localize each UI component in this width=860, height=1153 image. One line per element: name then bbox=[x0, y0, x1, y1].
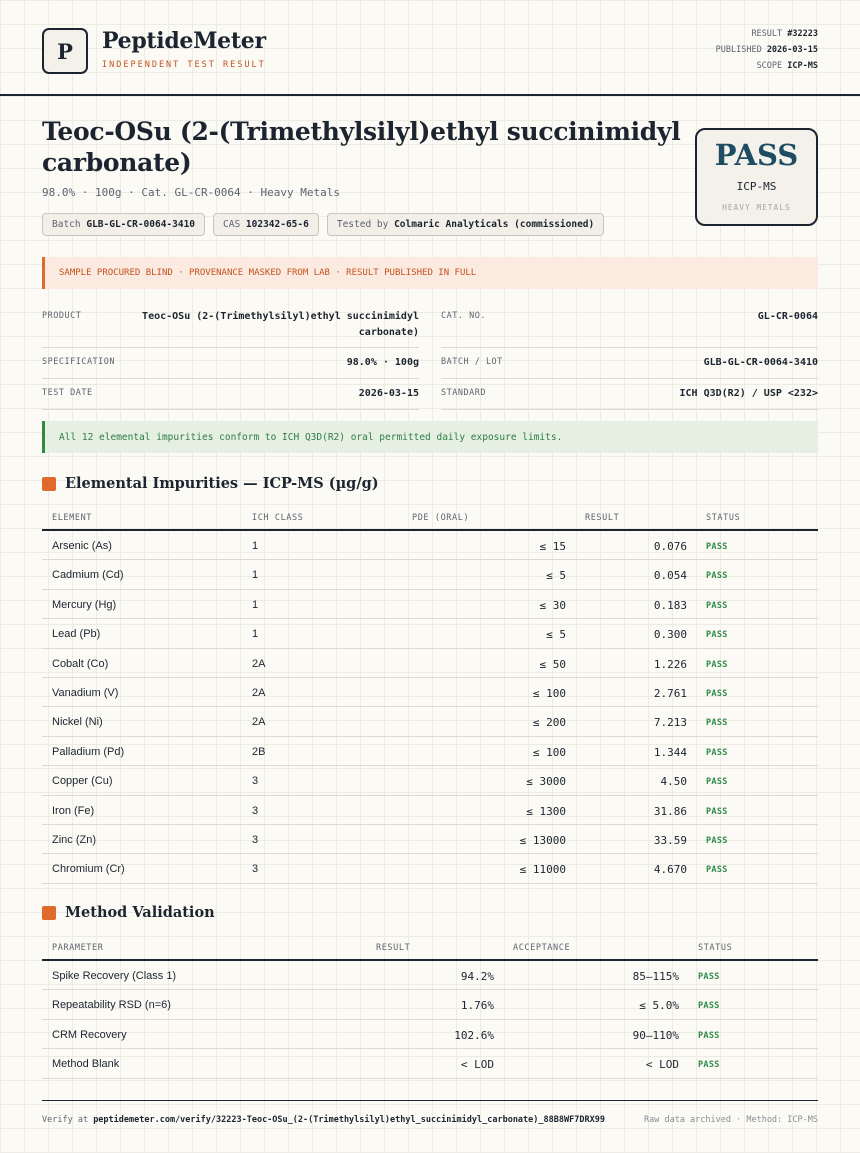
ich-class: 3 bbox=[252, 863, 259, 876]
status-badge: PASS bbox=[698, 972, 720, 982]
element-name: Cobalt (Co) bbox=[52, 657, 109, 670]
table-header bbox=[42, 507, 818, 531]
ich-class: 1 bbox=[252, 569, 259, 582]
pde-limit: ≤ 30 bbox=[539, 598, 566, 612]
status-badge: PASS bbox=[706, 659, 728, 670]
cas-chip: CAS 102342-65-6 bbox=[213, 213, 319, 236]
ich-class: 2B bbox=[252, 745, 266, 758]
date-value: 2026-03-15 bbox=[358, 388, 419, 399]
scope: SCOPE ICP-MS bbox=[756, 61, 818, 71]
brand-subtitle: INDEPENDENT TEST RESULT bbox=[102, 60, 266, 70]
parameter-name: Repeatability RSD (n=6) bbox=[52, 999, 171, 1012]
result-value: 0.300 bbox=[653, 628, 687, 642]
table-row bbox=[42, 825, 818, 854]
element-name: Zinc (Zn) bbox=[52, 833, 96, 846]
element-name: Mercury (Hg) bbox=[52, 598, 117, 611]
table-row bbox=[42, 961, 818, 990]
table-row bbox=[42, 531, 818, 560]
status-badge: PASS bbox=[706, 600, 728, 611]
badge-scope: HEAVY METALS bbox=[722, 203, 791, 212]
batch-label: BATCH / LOT bbox=[441, 357, 503, 367]
col-status: STATUS bbox=[698, 943, 733, 953]
status-badge: PASS bbox=[706, 835, 728, 846]
result-value: 102.6% bbox=[454, 1028, 494, 1042]
divider bbox=[42, 378, 419, 379]
divider bbox=[42, 409, 419, 410]
batch-chip: Batch GLB-GL-CR-0064-3410 bbox=[42, 213, 205, 236]
pde-limit: ≤ 5 bbox=[546, 569, 566, 583]
element-name: Copper (Cu) bbox=[52, 775, 113, 788]
validation-heading bbox=[42, 904, 215, 921]
status-badge: PASS bbox=[706, 542, 728, 552]
element-name: Palladium (Pd) bbox=[52, 745, 125, 758]
acceptance-value: 85–115% bbox=[632, 970, 679, 983]
table-row bbox=[42, 737, 818, 766]
verify-link[interactable]: peptidemeter.com/verify/32223-Teoc-OSu_(2-(Trimethylsilyl)ethyl_succinimidyl_carbonate)_88B8WF7DRX99 bbox=[93, 1115, 605, 1125]
status-badge: PASS bbox=[706, 688, 728, 699]
element-name: Nickel (Ni) bbox=[52, 716, 103, 729]
pde-limit: ≤ 15 bbox=[539, 540, 566, 553]
cat-label: CAT. NO. bbox=[441, 311, 486, 321]
result-value: 4.670 bbox=[653, 863, 687, 877]
table-row bbox=[42, 619, 818, 648]
parameter-name: CRM Recovery bbox=[52, 1028, 127, 1041]
table-row bbox=[42, 560, 818, 589]
product-subline: 98.0% · 100g · Cat. GL-CR-0064 · Heavy Metals bbox=[42, 186, 341, 199]
spec-value: 98.0% · 100g bbox=[346, 357, 419, 368]
col-pde: PDE (ORAL) bbox=[412, 513, 470, 523]
acceptance-value: < LOD bbox=[645, 1058, 679, 1072]
cat-value: GL-CR-0064 bbox=[757, 311, 818, 322]
status-badge: PASS bbox=[706, 630, 728, 641]
impurities-title: Elemental Impurities — ICP-MS (µg/g) bbox=[65, 475, 379, 492]
divider bbox=[441, 409, 818, 410]
result-value: 7.213 bbox=[653, 716, 687, 730]
table-row bbox=[42, 766, 818, 795]
status-badge: PASS bbox=[698, 1030, 720, 1041]
impurities-table bbox=[42, 507, 818, 884]
status-badge: PASS bbox=[706, 571, 728, 582]
status-badge: PASS bbox=[706, 806, 728, 817]
table-row bbox=[42, 990, 818, 1019]
ich-class: 3 bbox=[252, 775, 259, 788]
divider bbox=[441, 347, 818, 348]
result-value: 0.076 bbox=[653, 540, 687, 553]
section-marker-icon bbox=[42, 477, 56, 491]
ich-class: 1 bbox=[252, 628, 259, 641]
product-chips bbox=[42, 213, 604, 236]
pde-limit: ≤ 100 bbox=[532, 686, 566, 700]
table-row bbox=[42, 590, 818, 619]
element-name: Chromium (Cr) bbox=[52, 863, 125, 876]
status-badge: PASS bbox=[706, 747, 728, 758]
pde-limit: ≤ 1300 bbox=[526, 804, 566, 818]
result-value: 0.054 bbox=[653, 569, 687, 583]
standard-label: STANDARD bbox=[441, 388, 486, 398]
impurities-body bbox=[42, 531, 818, 884]
footer-divider bbox=[42, 1100, 818, 1101]
product-value: Teoc-OSu (2-(Trimethylsilyl)ethyl succinimidyl carbonate) bbox=[142, 311, 419, 338]
table-header bbox=[42, 937, 818, 961]
table-row bbox=[42, 707, 818, 736]
table-row bbox=[42, 854, 818, 883]
parameter-name: Spike Recovery (Class 1) bbox=[52, 970, 177, 982]
col-status: STATUS bbox=[706, 513, 741, 523]
table-row bbox=[42, 649, 818, 678]
divider bbox=[42, 347, 419, 348]
table-row bbox=[42, 1020, 818, 1049]
result-value: 31.86 bbox=[653, 804, 687, 818]
validation-table bbox=[42, 937, 818, 1079]
pde-limit: ≤ 100 bbox=[532, 745, 566, 759]
section-marker-icon bbox=[42, 906, 56, 920]
status-badge: PASS bbox=[698, 1001, 720, 1012]
table-row bbox=[42, 1049, 818, 1078]
ich-class: 3 bbox=[252, 804, 259, 817]
brand-name: PeptideMeter bbox=[102, 28, 266, 54]
tested-by-chip: Tested by Colmaric Analyticals (commissioned) bbox=[327, 213, 604, 236]
validation-body bbox=[42, 961, 818, 1079]
ich-class: 3 bbox=[252, 833, 259, 846]
ich-class: 2A bbox=[252, 686, 266, 699]
divider bbox=[441, 378, 818, 379]
ich-class: 1 bbox=[252, 540, 259, 552]
brand-logo: P bbox=[42, 28, 88, 74]
col-parameter: PARAMETER bbox=[52, 943, 104, 953]
validation-title: Method Validation bbox=[65, 904, 215, 921]
pde-limit: ≤ 5 bbox=[546, 628, 566, 642]
verdict: PASS bbox=[714, 138, 799, 172]
element-name: Iron (Fe) bbox=[52, 804, 95, 817]
result-value: 1.226 bbox=[653, 657, 687, 671]
col-result: RESULT bbox=[585, 513, 620, 523]
element-name: Lead (Pb) bbox=[52, 628, 101, 641]
verify-line: Verify at peptidemeter.com/verify/32223-Teoc-OSu_(2-(Trimethylsilyl)ethyl_succinimidyl_carbonate)_88B8WF7DRX99 bbox=[42, 1115, 605, 1125]
col-class: ICH CLASS bbox=[252, 513, 304, 523]
table-row bbox=[42, 796, 818, 825]
col-acceptance: ACCEPTANCE bbox=[513, 943, 571, 953]
element-name: Cadmium (Cd) bbox=[52, 569, 124, 582]
result-value: 1.76% bbox=[460, 999, 494, 1013]
result-value: 4.50 bbox=[660, 775, 687, 789]
product-label: PRODUCT bbox=[42, 311, 82, 321]
report-header bbox=[0, 0, 860, 96]
acceptance-value: 90–110% bbox=[632, 1028, 679, 1042]
pass-badge bbox=[695, 128, 818, 226]
table-row bbox=[42, 678, 818, 707]
status-badge: PASS bbox=[706, 865, 728, 876]
conformance-note: All 12 elemental impurities conform to ICH Q3D(R2) oral permitted daily exposure limits. bbox=[42, 421, 818, 453]
date-label: TEST DATE bbox=[42, 388, 93, 398]
badge-method: ICP-MS bbox=[736, 180, 777, 193]
pde-limit: ≤ 3000 bbox=[526, 775, 566, 789]
procurement-banner: SAMPLE PROCURED BLIND · PROVENANCE MASKED FROM LAB · RESULT PUBLISHED IN FULL bbox=[42, 257, 818, 289]
ich-class: 1 bbox=[252, 598, 259, 611]
col-element: ELEMENT bbox=[52, 513, 93, 523]
ich-class: 2A bbox=[252, 716, 266, 729]
result-id: RESULT #32223 bbox=[751, 29, 818, 39]
acceptance-value: ≤ 5.0% bbox=[639, 999, 679, 1013]
impurities-heading bbox=[42, 475, 379, 492]
standard-value: ICH Q3D(R2) / USP <232> bbox=[679, 388, 818, 399]
col-result: RESULT bbox=[376, 943, 411, 953]
ich-class: 2A bbox=[252, 657, 266, 670]
pde-limit: ≤ 13000 bbox=[519, 833, 566, 847]
product-title: Teoc-OSu (2-(Trimethylsilyl)ethyl succinimidyl carbonate) bbox=[42, 117, 681, 177]
element-name: Vanadium (V) bbox=[52, 686, 119, 699]
pde-limit: ≤ 50 bbox=[539, 657, 566, 671]
result-value: 33.59 bbox=[653, 833, 687, 847]
result-value: < LOD bbox=[460, 1058, 494, 1072]
footer-note: Raw data archived · Method: ICP-MS bbox=[644, 1115, 818, 1125]
spec-label: SPECIFICATION bbox=[42, 357, 116, 367]
result-value: 94.2% bbox=[460, 970, 494, 983]
pde-limit: ≤ 200 bbox=[532, 716, 566, 730]
published-date: PUBLISHED 2026-03-15 bbox=[715, 45, 818, 55]
pde-limit: ≤ 11000 bbox=[519, 863, 566, 877]
result-value: 1.344 bbox=[653, 745, 687, 759]
status-badge: PASS bbox=[706, 718, 728, 729]
parameter-name: Method Blank bbox=[52, 1058, 120, 1071]
status-badge: PASS bbox=[706, 777, 728, 788]
result-value: 2.761 bbox=[653, 686, 687, 700]
element-name: Arsenic (As) bbox=[52, 540, 112, 552]
result-value: 0.183 bbox=[653, 598, 687, 612]
status-badge: PASS bbox=[698, 1060, 720, 1071]
batch-value: GLB-GL-CR-0064-3410 bbox=[703, 357, 818, 368]
